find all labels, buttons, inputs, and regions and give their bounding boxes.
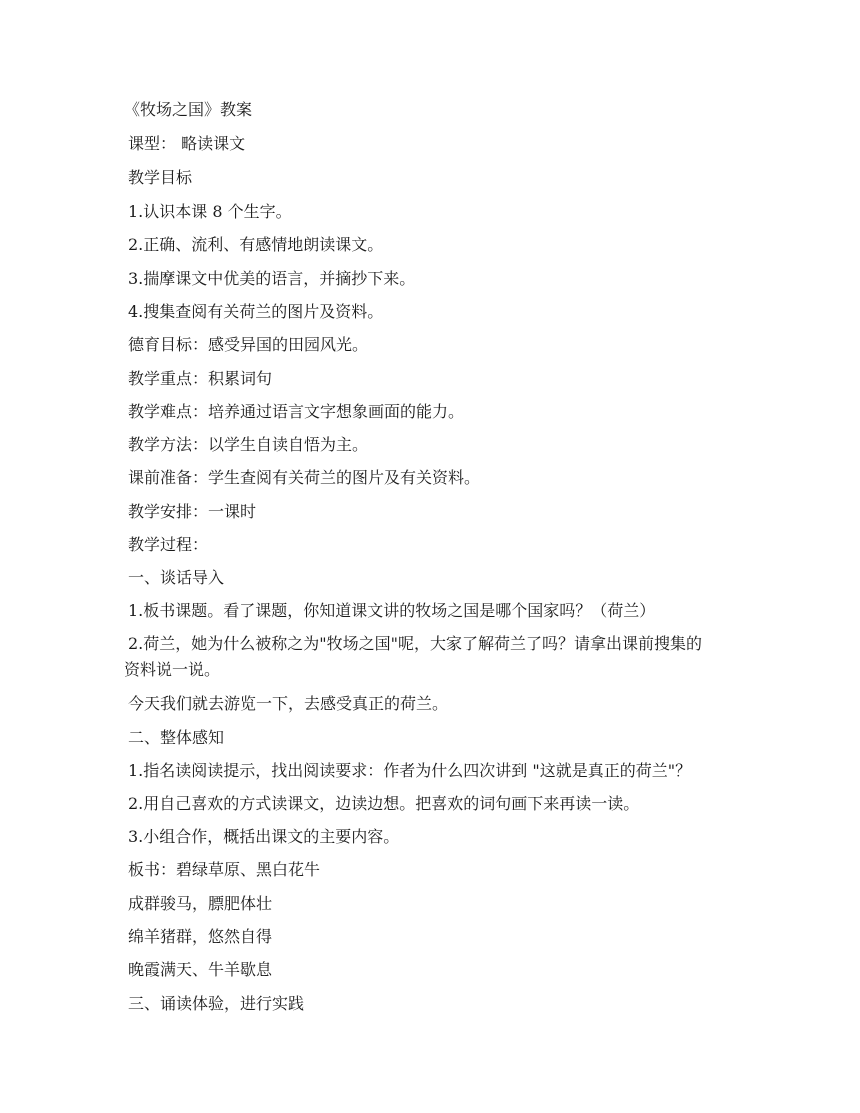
text-line: 成群骏马，膘肥体壮 — [128, 894, 273, 913]
text-line: 二、整体感知 — [128, 728, 225, 747]
document-title: 《牧场之国》教案 — [124, 100, 253, 119]
text-line: 1.指名读阅读提示，找出阅读要求：作者为什么四次讲到 "这就是真正的荷兰"？ — [128, 761, 692, 780]
text-line: 课型： 略读课文 — [128, 134, 246, 153]
text-line: 晚霞满天、牛羊歇息 — [128, 960, 273, 979]
text-line: 教学方法：以学生自读自悟为主。 — [128, 435, 369, 454]
text-line: 教学过程： — [128, 535, 209, 554]
text-line: 2.荷兰，她为什么被称之为"牧场之国"呢，大家了解荷兰了吗？请拿出课前搜集的 — [128, 634, 702, 653]
text-line: 板书：碧绿草原、黑白花牛 — [128, 860, 321, 879]
text-line: 绵羊猪群，悠然自得 — [128, 927, 273, 946]
text-line: 2.用自己喜欢的方式读课文，边读边想。把喜欢的词句画下来再读一读。 — [128, 794, 640, 813]
text-line: 3.揣摩课文中优美的语言，并摘抄下来。 — [128, 269, 416, 288]
text-line: 教学目标 — [128, 168, 193, 187]
text-line: 2.正确、流利、有感情地朗读课文。 — [128, 235, 384, 254]
text-line: 今天我们就去游览一下，去感受真正的荷兰。 — [128, 694, 449, 713]
text-line: 1.认识本课 8 个生字。 — [128, 202, 292, 221]
text-line: 三、诵读体验，进行实践 — [128, 994, 305, 1013]
text-line: 教学重点：积累词句 — [128, 369, 273, 388]
text-line: 德育目标：感受异国的田园风光。 — [128, 335, 369, 354]
text-line: 教学难点：培养通过语言文字想象画面的能力。 — [128, 402, 465, 421]
text-line: 课前准备：学生查阅有关荷兰的图片及有关资料。 — [128, 468, 481, 487]
text-line: 4.搜集查阅有关荷兰的图片及资料。 — [128, 302, 384, 321]
text-line: 一、谈话导入 — [128, 568, 225, 587]
text-line: 资料说一说。 — [124, 660, 221, 679]
text-line: 1.板书课题。看了课题，你知道课文讲的牧场之国是哪个国家吗？（荷兰） — [128, 601, 656, 620]
text-line: 3.小组合作，概括出课文的主要内容。 — [128, 827, 400, 846]
text-line: 教学安排：一课时 — [128, 502, 257, 521]
